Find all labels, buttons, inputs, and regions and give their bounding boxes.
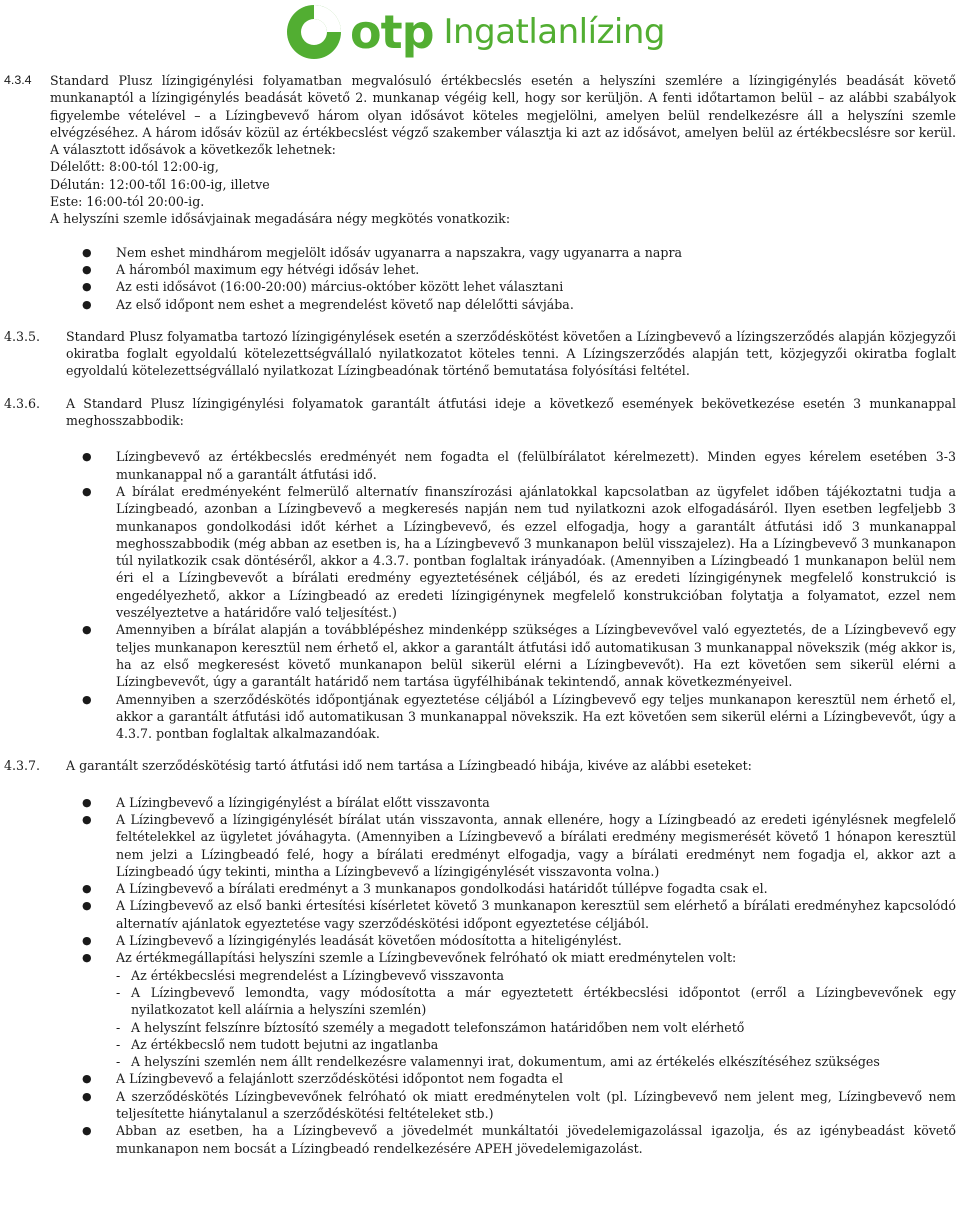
- bullet-icon: ●: [82, 1072, 92, 1086]
- list-item: ● A háromból maximum egy hétvégi idősáv lehet.: [82, 261, 420, 277]
- bullet-icon: ●: [82, 297, 92, 311]
- bullet-icon: ●: [82, 484, 92, 498]
- list-item: ● A Lízingbevevő a felajánlott szerződéskötési időpontot nem fogadta el: [82, 1071, 564, 1087]
- section-4-3-7: [0, 757, 960, 1157]
- dash-icon: -: [116, 967, 121, 983]
- dash-item: - A helyszínt felszínre bíztosító személy a megadott telefonszámon határidőben nem volt elérhető: [116, 1019, 745, 1035]
- bullet-icon: ●: [82, 934, 92, 948]
- extension-events-list: [0, 448, 960, 742]
- exceptions-list: [0, 794, 960, 967]
- section-paragraph: Standard Plusz lízingigénylési folyamatban megvalósuló értékbecslés esetén a helyszíni szemlére a lízingigénylés beadását követő munkanaptól a lízingigénylés beadását követő 2. munkanap végéig kell, hogy sor kerüljön. A fenti időtartamon belül – az alábbi szabályok figyelembe vételével – a Lízingbevevő három olyan idősávot köteles megjelölni, amelyen belül rendelkezésre áll a helyszíni szemle elvégzéséhez. A három idősáv közül az értékbecslést végző szakember választja ki azt az idősávot, amelyen belül az értékbecslésre sor kerül. A választott idősávok a következők lehetnek:: [50, 73, 956, 158]
- section-4-3-5: [0, 328, 960, 380]
- list-item: ● A bírálat eredményeként felmerülő alternatív finanszírozási ajánlatokkal kapcsolatban az ügyfelet időben tájékoztatni tudja a Lízingbeadó, azonban a Lízingbevevő a megkeresés napján nem tud nyilatkozni azok elfogadásáról. Ilyen esetben legfeljebb 3 munkanapos gondolkodási időt kérhet a Lízingbevevő, és ezzel elfogadja, hogy a garantált átfutási idő 3 munkanappal meghosszabbodik (még abban az esetben is, ha a Lízingbevevő 3 munkanapon belül visszajelez). Ha a Lízingbevevő 3 munkanapon túl nyilatkozik csak döntéséről, akkor a 4.3.7. pontban foglaltak irányadóak. (Amennyiben a Lízingbeadó 1 munkanapon belül nem éri el a Lízingbevevőt a bírálati eredmény egyeztetésének céljából, és az eredeti lízingigénynek megfelelő konstrukció is engedélyezhető, akkor a Lízingbeadó az eredeti lízingigénynek megfelelő konstrukcióban folytatja a folyamatot, ezzel nem veszélyeztetve a határidőre való teljesítést.): [82, 483, 956, 621]
- logo-brand-text: otp: [350, 5, 434, 59]
- list-item: ● Amennyiben a szerződéskötés időpontjának egyeztetése céljából a Lízingbevevő egy teljes munkanapon keresztül nem érhető el, akkor a garantált átfutási idő automatikusan 3 munkanappal növekszik. Ha ezt követően sem sikerül elérni a Lízingbevevőt, úgy a 4.3.7. pontban foglaltak alkalmazandóak.: [82, 691, 956, 742]
- dash-item: - A Lízingbevevő lemondta, vagy módosította a már egyeztetett értékbecslési időpontot (erről a Lízingbevevőnek egy nyilatkozatot kell aláírnia a helyszíni szemlén): [116, 984, 956, 1018]
- bullet-icon: ●: [82, 623, 92, 637]
- section-number: 4.3.5.: [4, 328, 41, 344]
- bullet-icon: ●: [82, 450, 92, 464]
- dash-item: - A helyszíni szemlén nem állt rendelkezésre valamennyi irat, dokumentum, ami az értékelés elkészítéséhez szükséges: [116, 1054, 880, 1070]
- bullet-icon: ●: [82, 795, 92, 809]
- bullet-icon: ●: [82, 951, 92, 965]
- bullet-icon: ●: [82, 899, 92, 913]
- dash-item: - Az értékbecslési megrendelést a Lízingbevevő visszavonta: [116, 967, 505, 983]
- list-item: ● A Lízingbevevő a lízingigénylését bírálat után visszavonta, annak ellenére, hogy a Lízingbeadó az eredeti igénylésnek megfelelő feltételekkel az ügyletet jóváhagyta. (Amennyiben a Lízingbevevő a bírálati eredmény megismerését követő 1 hónapon keresztül nem jelzi a Lízingbeadó felé, hogy a bírálati eredményt elfogadja, vagy a bírálati eredményt nem fogadja el, akkor azt a Lízingbeadó úgy tekinti, mintha a Lízingbevevő a lízingigénylését visszavonta volna.): [82, 811, 956, 879]
- time-slot-morning: Délelőtt: 8:00-tól 12:00-ig,: [50, 159, 219, 175]
- bullet-icon: ●: [82, 280, 92, 294]
- section-paragraph: A garantált szerződéskötésig tartó átfutási idő nem tartása a Lízingbeadó hibája, kivéve az alábbi eseteket:: [66, 758, 752, 774]
- document-body: [0, 72, 960, 1157]
- dash-icon: -: [116, 984, 121, 1000]
- section-number: 4.3.6.: [4, 395, 41, 411]
- dash-icon: -: [116, 1054, 121, 1070]
- bullet-icon: ●: [82, 1124, 92, 1138]
- list-item: ● A Lízingbevevő a lízingigénylés leadását követően módosította a hiteligénylést.: [82, 933, 622, 949]
- dash-icon: -: [116, 1036, 121, 1052]
- list-item: ● Abban az esetben, ha a Lízingbevevő a jövedelmét munkáltatói jövedelemigazolással igazolja, és az igénybeadást követő munkanapon nem bocsát a Lízingbeadó rendelkezésére APEH jövedelemigazolást.: [82, 1123, 956, 1156]
- time-slot-afternoon: Délután: 12:00-től 16:00-ig, illetve: [50, 176, 270, 192]
- dash-item: - Az értékbecslő nem tudott bejutni az ingatlanba: [116, 1036, 439, 1052]
- section-paragraph: Standard Plusz folyamatba tartozó lízingigénylések esetén a szerződéskötést követően a Lízingbevevő a lízingszerződés alapján közjegyzői okiratba foglalt egyoldalú kötelezettségvállaló nyilatkozatot köteles tenni. A Lízingszerződés alapján tett, közjegyzői okiratba foglalt egyoldalú kötelezettségvállaló nyilatkozat Lízingbeadónak történő bemutatása folyósítási feltétel.: [66, 328, 956, 379]
- list-item: ● Nem eshet mindhárom megjelölt idősáv ugyanarra a napszakra, vagy ugyanarra a napra: [82, 244, 682, 260]
- dash-icon: -: [116, 1019, 121, 1035]
- constraints-intro: A helyszíni szemle idősávjainak megadására négy megkötés vonatkozik:: [50, 211, 511, 227]
- section-4-3-4: [0, 72, 960, 313]
- list-item: ● Az értékmegállapítási helyszíni szemle a Lízingbevevőnek felróható ok miatt eredménytelen volt:: [82, 950, 737, 966]
- otp-logo: [284, 2, 665, 62]
- section-number: 4.3.7.: [4, 758, 41, 774]
- exceptions-list-continued: [0, 1070, 960, 1156]
- bullet-icon: ●: [82, 262, 92, 276]
- bullet-icon: ●: [82, 882, 92, 896]
- list-item: ● A Lízingbevevő a lízingigénylést a bírálat előtt visszavonta: [82, 794, 490, 810]
- logo-subtitle: Ingatlanlízing: [443, 12, 666, 52]
- list-item: ● A Lízingbevevő az első banki értesítési kísérletet követő 3 munkanapon keresztül sem elérhető a bírálati eredményhez kapcsolódó alternatív ajánlatok egyeztetése vagy szerződéskötési időpont egyeztetése céljából.: [82, 898, 956, 931]
- list-item: ● Az első időpont nem eshet a megrendelést követő nap délelőtti sávjába.: [82, 296, 574, 312]
- bullet-icon: ●: [82, 245, 92, 259]
- time-slot-evening: Este: 16:00-tól 20:00-ig.: [50, 194, 205, 210]
- constraints-list: [0, 244, 960, 313]
- list-item: ● Az esti idősávot (16:00-20:00) március-október között lehet választani: [82, 279, 564, 295]
- otp-emblem-icon: [284, 2, 344, 62]
- list-item: ● Amennyiben a bírálat alapján a továbblépéshez mindenképp szükséges a Lízingbevevővel való egyeztetés, de a Lízingbevevő egy teljes munkanapon keresztül nem érhető el, akkor a garantált átfutási idő automatikusan 3 munkanappal növekszik (még akkor is, ha az első megkeresést követő munkanapon belül sikerül elérni a Lízingbevevőt). Ha ezt követően sem sikerül elérni a Lízingbevevőt, úgy a garantált határidő nem tartása ügyfélhibának tekintendő, annak következményeivel.: [82, 622, 956, 690]
- bullet-icon: ●: [82, 1089, 92, 1103]
- section-number: 4.3.4: [4, 73, 32, 87]
- list-item: ● A Lízingbevevő a bírálati eredményt a 3 munkanapos gondolkodási határidőt túllépve fogadta csak el.: [82, 881, 768, 897]
- bullet-icon: ●: [82, 692, 92, 706]
- section-paragraph: A Standard Plusz lízingigénylési folyamatok garantált átfutási ideje a következő események bekövetkezése esetén 3 munkanappal meghosszabbodik:: [66, 395, 956, 429]
- list-item: ● Lízingbevevő az értékbecslés eredményét nem fogadta el (felülbírálatot kérelmezett). Minden egyes kérelem esetében 3-3 munkanappal nő a garantált átfutási idő.: [82, 449, 956, 482]
- bullet-icon: ●: [82, 812, 92, 826]
- list-item: ● A szerződéskötés Lízingbevevőnek felróható ok miatt eredménytelen volt (pl. Lízingbevevő nem jelent meg, Lízingbevevő nem teljesítette hiánytalanul a szerződéskötési feltételeket stb.): [82, 1088, 956, 1122]
- section-4-3-6: [0, 395, 960, 743]
